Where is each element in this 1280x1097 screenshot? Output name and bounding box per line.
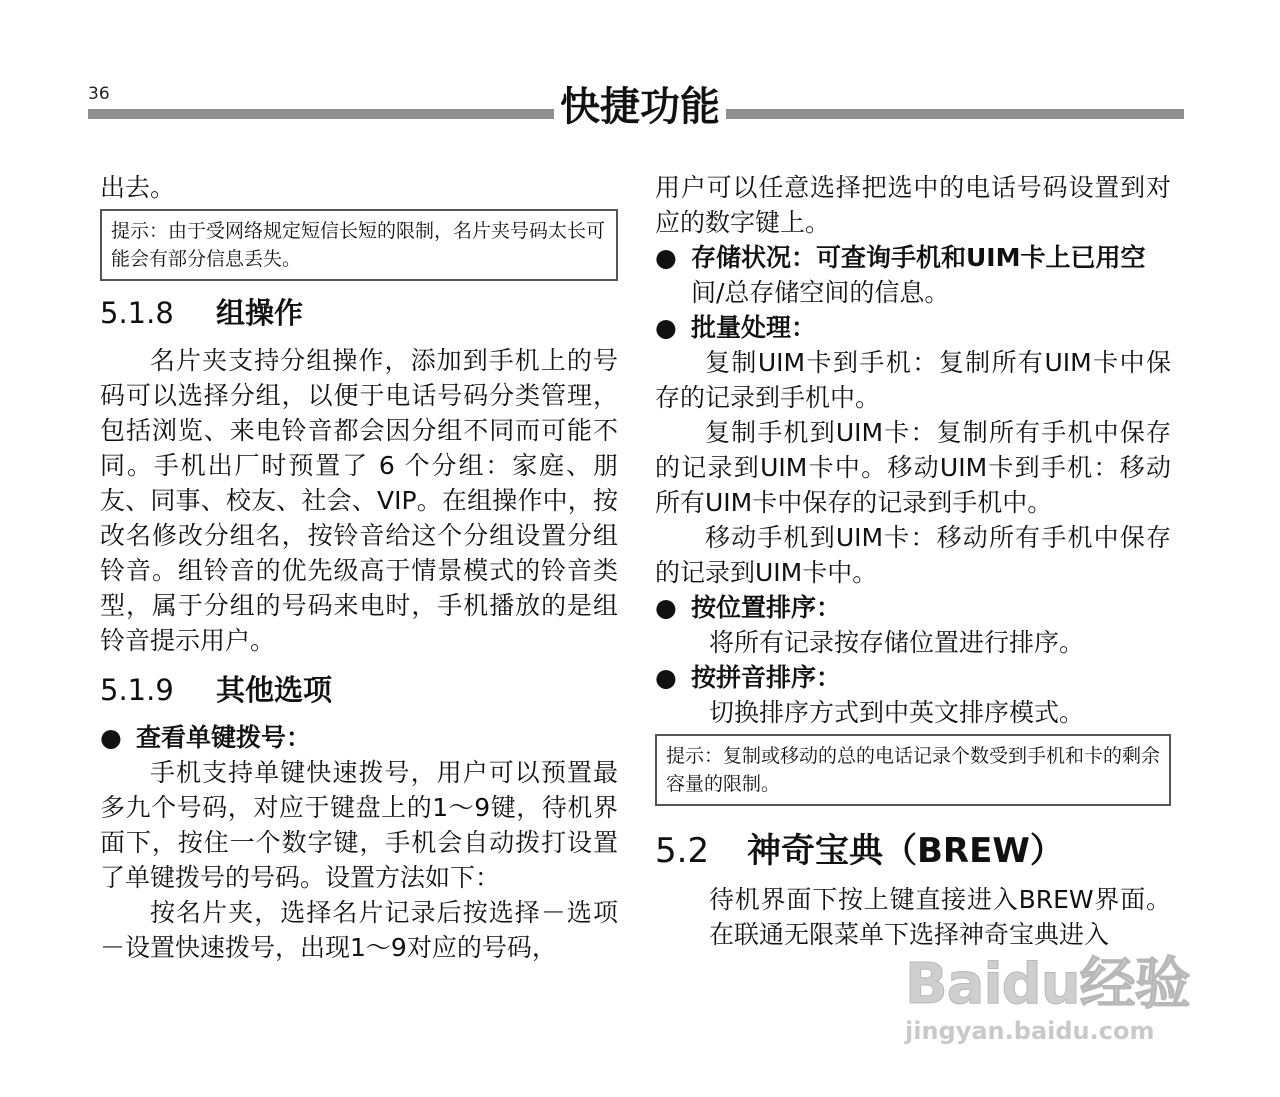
section-heading (100, 670, 618, 710)
bullet-icon: ● (655, 593, 677, 622)
bullet-item (655, 590, 1171, 625)
section-number: 5.1.9 (100, 673, 174, 707)
batch-paragraph: 复制UIM卡到手机：复制所有UIM卡中保存的记录到手机中。 (655, 348, 1171, 412)
section-heading (655, 828, 1171, 874)
section-title: 神奇宝典（BREW） (747, 831, 1064, 871)
bullet-icon: ● (655, 663, 677, 692)
bullet-text: 间/总存储空间的信息。 (691, 278, 950, 307)
bullet-item (655, 660, 1171, 695)
bullet-label: 存储状况：可查询手机和UIM卡上已用空 (691, 243, 1146, 272)
continuation-text: 用户可以任意选择把选中的电话号码设置到对应的数字键上。 (655, 173, 1171, 237)
left-column (100, 170, 618, 965)
bullet-icon: ● (655, 313, 677, 342)
chapter-title: 快捷功能 (554, 84, 726, 130)
section-number: 5.1.8 (100, 296, 174, 330)
tip-box: 提示：复制或移动的总的电话记录个数受到手机和卡的剩余容量的限制。 (655, 734, 1171, 806)
speed-dial-steps: 按名片夹，选择名片记录后按选择－选项－设置快速拨号，出现1～9对应的号码， (100, 898, 618, 962)
section-title: 组操作 (216, 296, 304, 330)
bullet-label: 查看单键拨号： (136, 723, 312, 752)
batch-paragraph: 复制手机到UIM卡：复制所有手机中保存的记录到UIM卡中。移动UIM卡到手机：移动所有UIM卡中保存的记录到手机中。 (655, 418, 1171, 517)
watermark (905, 952, 1190, 1045)
batch-paragraph: 移动手机到UIM卡：移动所有手机中保存的记录到UIM卡中。 (655, 523, 1171, 587)
bullet-label: 按位置排序： (691, 593, 842, 622)
bullet-text: 切换排序方式到中英文排序模式。 (709, 698, 1085, 727)
intro-text: 出去。 (100, 173, 176, 202)
group-paragraph: 名片夹支持分组操作，添加到手机上的号码可以选择分组，以便于电话号码分类管理，包括浏览、来电铃音都会因分组不同而可能不同。手机出厂时预置了 6 个分组：家庭、朋友、同事、校友、社会、VIP。在组操作中，按改名修改分组名，按铃音给这个分组设置分组铃音。组铃音的优先级高于情景模式的铃音类型，属于分组的号码来电时，手机播放的是组铃音提示用户。 (100, 346, 618, 655)
right-column (655, 170, 1171, 952)
section-title: 其他选项 (216, 673, 333, 707)
speed-dial-paragraph: 手机支持单键快速拨号，用户可以预置最多九个号码，对应于键盘上的1～9键，待机界面下，按住一个数字键，手机会自动拨打设置了单键拨号的号码。设置方法如下： (100, 758, 618, 892)
section-heading (100, 293, 618, 333)
bullet-item (655, 240, 1171, 275)
bullet-item (655, 310, 1171, 345)
bullet-item (100, 720, 618, 755)
brew-paragraph: 待机界面下按上键直接进入BREW界面。在联通无限菜单下选择神奇宝典进入 (709, 885, 1171, 949)
bullet-text: 将所有记录按存储位置进行排序。 (709, 628, 1085, 657)
baidu-logo: Baidu经验 (905, 952, 1190, 1017)
bullet-label: 批量处理： (691, 313, 817, 342)
tip-box: 提示：由于受网络规定短信长短的限制，名片夹号码太长可能会有部分信息丢失。 (100, 209, 618, 281)
bullet-icon: ● (655, 243, 677, 272)
watermark-url: jingyan.baidu.com (905, 1017, 1155, 1045)
bullet-icon: ● (100, 723, 122, 752)
bullet-label: 按拼音排序： (691, 663, 842, 692)
page-number: 36 (88, 84, 110, 104)
section-number: 5.2 (655, 831, 710, 871)
